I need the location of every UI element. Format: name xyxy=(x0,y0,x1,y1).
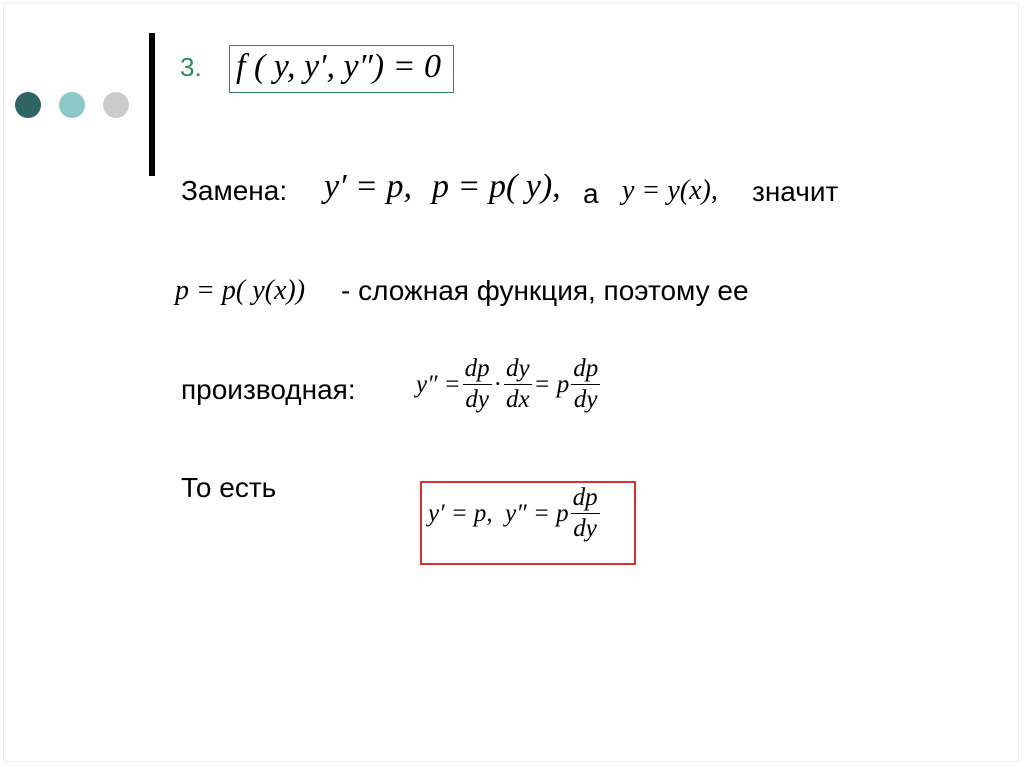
label-to-est: То есть xyxy=(181,472,277,503)
word-a: а xyxy=(583,178,599,209)
decorative-dot-dark xyxy=(15,92,41,118)
text-slozhnaya-funktsiya: - сложная функция, поэтому ее xyxy=(341,275,749,306)
formula-y-of-x: y = y(x), xyxy=(622,175,718,206)
fraction-denominator: dx xyxy=(505,386,530,414)
formula-y-prime-p: y′ = p, xyxy=(324,168,412,205)
result-formula xyxy=(428,485,602,543)
multiplication-dot: · xyxy=(493,370,502,398)
equation-main: f ( y, y′, y″) = 0 xyxy=(236,48,442,85)
result-lhs: y′ = p, y″ = p xyxy=(428,499,569,527)
fraction-dp-dy-result xyxy=(571,485,600,543)
fraction-denominator: dy xyxy=(465,386,489,414)
fraction-numerator: dp xyxy=(571,485,600,514)
decorative-dot-gray xyxy=(103,92,129,118)
fraction-dy-dx xyxy=(504,356,532,414)
fraction-dp-dy-2 xyxy=(571,356,600,414)
derivative-mid: = p xyxy=(533,370,570,398)
fraction-denominator: dy xyxy=(573,515,597,543)
fraction-dp-dy xyxy=(463,356,492,414)
fraction-denominator: dy xyxy=(573,386,598,414)
derivative-formula xyxy=(416,356,602,414)
item-number: 3. xyxy=(180,52,202,82)
fraction-numerator: dp xyxy=(571,356,600,385)
title-bar xyxy=(149,33,155,176)
label-proizvodnaya: производная: xyxy=(181,374,356,405)
derivative-lhs: y″ = xyxy=(416,370,461,398)
fraction-numerator: dp xyxy=(463,356,492,385)
fraction-numerator: dy xyxy=(504,356,532,385)
formula-p-of-y-of-x: p = p( y(x)) xyxy=(175,275,306,306)
word-znachit: значит xyxy=(752,176,839,207)
formula-p-of-y: p = p( y), xyxy=(432,168,561,205)
decorative-dot-teal xyxy=(59,92,85,118)
label-zamena: Замена: xyxy=(181,175,288,206)
